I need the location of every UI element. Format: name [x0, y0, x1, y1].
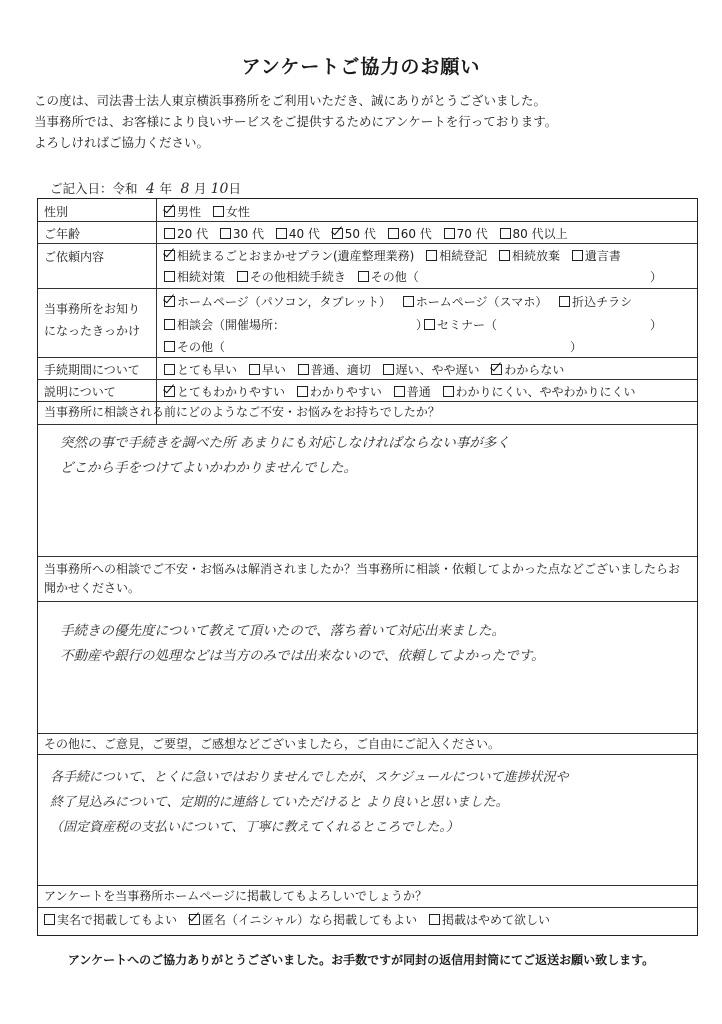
age-option[interactable] [164, 225, 208, 242]
checkbox[interactable] [298, 364, 309, 375]
answer-line: どこから手をつけてよいかわかりませんでした。 [60, 460, 357, 476]
period-option[interactable] [249, 361, 286, 378]
intro-line: この度は、司法書士法人東京横浜事務所をご利用いただき、誠にありがとうございました。 [34, 93, 547, 108]
row-divider [38, 243, 697, 244]
option-label: その他相続手続き [249, 270, 346, 284]
gender-option-female[interactable] [213, 203, 250, 220]
source-label [44, 298, 140, 342]
column-divider [156, 199, 157, 424]
checkbox[interactable] [394, 386, 405, 397]
age-option[interactable] [500, 225, 568, 242]
answer-line: 手続きの優先度について教えて頂いたので、落ち着いて対応出来ました。 [60, 623, 505, 639]
date-month-unit: 月 [194, 181, 207, 196]
option-label: 実名で掲載してもよい [57, 913, 178, 927]
answer-line: 終了見込みについて、定期的に連絡していただけると より良いと思いました。 [50, 795, 509, 810]
checkbox[interactable] [44, 914, 55, 925]
checkbox[interactable] [237, 271, 248, 282]
checkbox[interactable] [383, 364, 394, 375]
answer-2[interactable] [60, 619, 687, 669]
option-label: ホームページ（パソコン，タブレット） [177, 295, 391, 309]
checkbox[interactable] [499, 250, 510, 261]
option-label: 女性 [225, 205, 250, 219]
gender-option-male[interactable] [164, 203, 201, 220]
checkbox[interactable] [426, 250, 437, 261]
age-option[interactable] [276, 225, 320, 242]
intro-line: よろしければご協力ください。 [34, 135, 210, 150]
checkbox[interactable] [332, 228, 343, 239]
checkbox[interactable] [429, 914, 440, 925]
checkbox[interactable] [189, 914, 200, 925]
age-option[interactable] [332, 225, 376, 242]
answer-line: 各手続について、とくに急いではおりませんでしたが、スケジュールについて進捗状況や [50, 770, 569, 785]
checkbox[interactable] [213, 206, 224, 217]
page-title: アンケートご協力のお願い [241, 56, 481, 78]
request-option[interactable] [237, 268, 346, 285]
source-label-line: になったきっかけ [44, 324, 141, 338]
option-label: 40 代 [288, 227, 320, 241]
option-label: 相続放棄 [512, 249, 561, 263]
checkbox[interactable] [220, 228, 231, 239]
checkbox[interactable] [358, 271, 369, 282]
request-option[interactable] [426, 247, 487, 264]
option-label: 相続対策 [177, 270, 226, 284]
answer-line: 突然の事で手続きを調べた所 あまりにも対応しなければならない事が多く [60, 435, 510, 451]
question-3: その他に、ご意見，ご要望，ご感想などございましたら，ご自由にご記入ください。 [44, 737, 501, 751]
option-label: その他（ [370, 270, 419, 284]
option-label: 20 代 [177, 227, 209, 241]
option-label: 70 代 [456, 227, 488, 241]
source-option[interactable] [559, 293, 632, 310]
answer-line: （固定資産税の支払いについて、丁寧に教えてくれるところでした。） [50, 820, 459, 835]
date-line [50, 179, 241, 197]
source-option-seminar-venue[interactable] [164, 316, 285, 333]
source-options-row1 [164, 293, 693, 310]
option-label: 匿名（イニシャル）なら掲載してもよい [201, 913, 418, 927]
explanation-label: 説明について [44, 385, 116, 399]
age-option[interactable] [444, 225, 488, 242]
date-day-unit: 日 [228, 181, 242, 196]
option-label: 遺言書 [584, 249, 621, 263]
source-option-other[interactable] [164, 338, 225, 355]
age-option[interactable] [388, 225, 432, 242]
checkbox[interactable] [164, 319, 175, 330]
row-divider [38, 754, 697, 755]
option-label: とてもわかりやすい [177, 385, 286, 399]
period-option[interactable] [383, 361, 480, 378]
request-label: ご依頼内容 [44, 250, 105, 264]
row-divider [38, 379, 697, 380]
paren-close: ） [570, 340, 583, 354]
source-option[interactable] [164, 293, 391, 310]
source-option[interactable] [403, 293, 548, 310]
checkbox[interactable] [164, 250, 175, 261]
answer-1[interactable] [60, 431, 687, 481]
option-label: 遅い、やや遅い [395, 363, 480, 377]
checkbox[interactable] [164, 296, 175, 307]
row-divider [38, 601, 697, 602]
request-option[interactable] [164, 268, 225, 285]
option-label: セミナー（ [437, 318, 498, 332]
checkbox[interactable] [164, 364, 175, 375]
explanation-options [164, 383, 693, 400]
row-divider [38, 221, 697, 222]
source-label-line: 当事務所をお知り [44, 302, 141, 316]
checkbox[interactable] [424, 319, 435, 330]
publish-option-real-name[interactable] [44, 911, 177, 928]
explanation-option[interactable] [394, 383, 431, 400]
option-label: 60 代 [400, 227, 432, 241]
option-label: 相続登記 [439, 249, 488, 263]
option-label: 50 代 [344, 227, 376, 241]
answer-3[interactable] [50, 765, 687, 840]
checkbox[interactable] [297, 386, 308, 397]
checkbox[interactable] [444, 228, 455, 239]
request-option[interactable] [572, 247, 621, 264]
request-options-row2 [164, 268, 693, 285]
period-label: 手続期間について [44, 363, 140, 377]
option-label: 折込チラシ [572, 295, 633, 309]
option-label: 男性 [177, 205, 202, 219]
option-label: 相談会（開催場所： [177, 318, 286, 332]
age-label: ご年齢 [44, 227, 81, 241]
date-year[interactable]: 4 [146, 181, 155, 197]
checkbox[interactable] [249, 364, 260, 375]
date-prefix: ご記入日：令和 [50, 181, 138, 196]
checkbox[interactable] [164, 341, 175, 352]
checkbox[interactable] [491, 364, 502, 375]
request-options-row1 [164, 247, 693, 264]
checkbox[interactable] [276, 228, 287, 239]
checkbox[interactable] [164, 206, 175, 217]
option-label: わかりにくい、ややわかりにくい [455, 385, 636, 399]
date-year-unit: 年 [159, 181, 173, 196]
option-label: その他（ [177, 340, 226, 354]
option-label: 30 代 [232, 227, 265, 241]
checkbox[interactable] [164, 386, 175, 397]
explanation-option[interactable] [297, 383, 382, 400]
option-label: とても早い [177, 363, 238, 377]
checkbox[interactable] [388, 228, 399, 239]
intro-line: 当事務所では、お客様により良いサービスをご提供するためにアンケートを行っております。 [34, 114, 558, 129]
source-option-seminar[interactable] [424, 316, 497, 333]
option-label: わからない [504, 363, 565, 377]
request-option[interactable] [164, 247, 414, 264]
option-label: 掲載はやめて欲しい [441, 913, 550, 927]
survey-form [37, 198, 698, 936]
paren-close: ） [650, 318, 663, 332]
option-label: 相続まるごとおまかせプラン(遺産整理業務) [177, 249, 415, 263]
row-divider [38, 907, 697, 908]
option-label: 早い [261, 363, 286, 377]
option-label: ホームページ（スマホ） [415, 295, 548, 309]
date-day[interactable]: 10 [210, 181, 229, 197]
publish-option-anonymous[interactable] [189, 911, 417, 928]
publish-question: アンケートを当事務所ホームページに掲載してもよろしいでしょうか？ [44, 889, 428, 903]
publish-option-decline[interactable] [429, 911, 550, 928]
checkbox[interactable] [403, 296, 414, 307]
intro-text [34, 90, 557, 153]
explanation-option[interactable] [164, 383, 285, 400]
option-label: わかりやすい [309, 385, 382, 399]
source-options-row3 [164, 338, 693, 355]
checkbox[interactable] [572, 250, 583, 261]
row-divider [38, 401, 697, 402]
paren-close: ） [650, 270, 663, 284]
checkbox[interactable] [164, 228, 175, 239]
option-label: 80 代以上 [512, 227, 568, 241]
checkbox[interactable] [500, 228, 511, 239]
date-month[interactable]: 8 [180, 181, 190, 197]
period-option[interactable] [164, 361, 237, 378]
row-divider [38, 733, 697, 734]
publish-options [44, 911, 693, 928]
period-option[interactable] [298, 361, 371, 378]
age-option[interactable] [220, 225, 264, 242]
checkbox[interactable] [164, 271, 175, 282]
checkbox[interactable] [443, 386, 454, 397]
row-divider [38, 424, 697, 425]
option-label: 普通 [406, 385, 431, 399]
period-options [164, 361, 693, 378]
age-options [164, 225, 693, 242]
row-divider [38, 885, 697, 886]
gender-label: 性別 [44, 205, 69, 219]
request-option-other[interactable] [358, 268, 419, 285]
row-divider [38, 288, 697, 289]
option-label: 普通、適切 [310, 363, 371, 377]
explanation-option[interactable] [443, 383, 636, 400]
answer-line: 不動産や銀行の処理などは当方のみでは出来ないので、依頼してよかったです。 [60, 648, 545, 664]
row-divider [38, 556, 697, 557]
footer-note: アンケートへのご協力ありがとうございました。お手数ですが同封の返信用封筒にてご返送お願い致します。 [67, 953, 655, 967]
question-2: 当事務所への相談でご不安・お悩みは解消されましたか？当事務所に相談・依頼してよかった点などございましたらお聞かせください。 [44, 562, 681, 595]
checkbox[interactable] [559, 296, 570, 307]
gender-options [164, 203, 693, 220]
request-option[interactable] [499, 247, 560, 264]
row-divider [38, 357, 697, 358]
question-1: 当事務所に相談される前にどのようなご不安・お悩みをお持ちでしたか？ [44, 405, 440, 419]
period-option[interactable] [491, 361, 564, 378]
paren-close: ） [416, 318, 429, 332]
